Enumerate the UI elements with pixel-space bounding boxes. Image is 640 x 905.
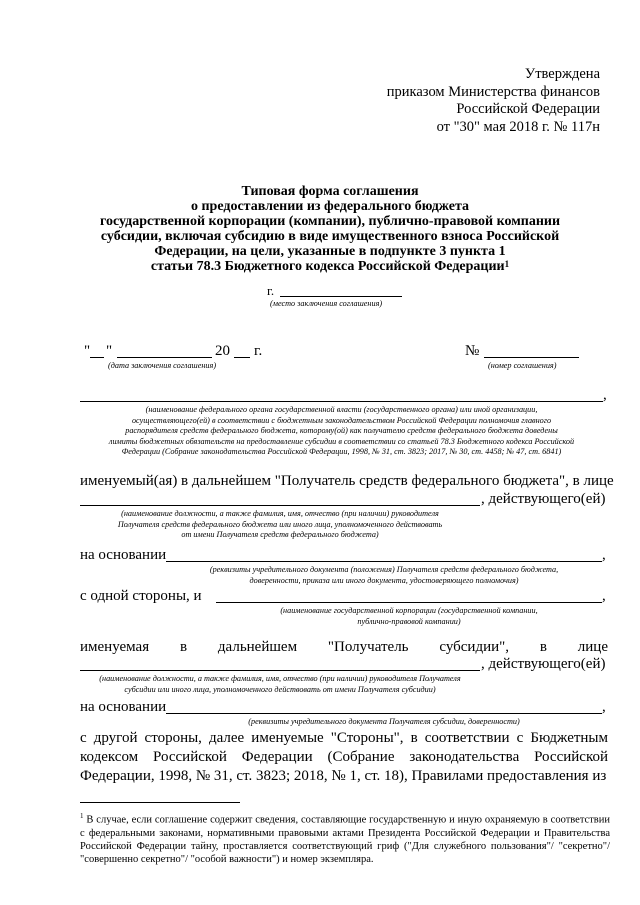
recipient1-person-field[interactable] (80, 505, 480, 506)
number-sign: № (465, 343, 480, 359)
date-year-prefix: 20 (215, 343, 230, 359)
place-caption: (место заключения соглашения) (270, 299, 383, 308)
footnote-text: В случае, если соглашение содержит сведения, составляющие государственную и иную охраняемую в соответствии с федеральными законами, нормативными правовыми актами Президента Российской Федерации и Правительства Российской Федерации тайну, проставляется соответствующий гриф ("Для служебного пользования"/ "секретно"/ "совершенно секретно"/ "особой важности") и номер экземпляра. (80, 814, 610, 865)
footnote-separator (80, 802, 240, 803)
org-caption (80, 405, 603, 458)
approval-line-4: от "30" мая 2018 г. № 117н (436, 118, 600, 135)
recipient2-text (80, 638, 608, 656)
place-field[interactable] (280, 296, 402, 297)
recipient2-word: в (539, 639, 547, 655)
recipient1-acting: , действующего(ей) (481, 491, 606, 507)
date-caption: (дата заключения соглашения) (108, 361, 217, 370)
number-field[interactable] (484, 357, 579, 358)
recipient1-caption-1: (наименование должности, а также фамилия, имя, отчество (при наличии) руководителя (121, 509, 439, 518)
date-year-field[interactable] (234, 357, 250, 358)
number-caption: (номер соглашения) (488, 361, 557, 370)
basis1-field[interactable] (166, 561, 602, 562)
basis2-comma: , (602, 699, 606, 715)
one-side-label: с одной стороны, и (80, 588, 202, 604)
basis2-caption: (реквизиты учредительного документа Получателя субсидии, доверенности) (248, 717, 520, 726)
other-side-paragraph: с другой стороны, далее именуемые "Стороны", в соответствии с Бюджетным кодексом Российской Федерации (Собрание законодательства Российской Федерации, 1998, № 31, ст. 3823; 2018, № 1, ст. 18), Правилами предоставления из (80, 730, 608, 784)
approval-line-2: приказом Министерства финансов (386, 83, 600, 100)
org-caption-3: распорядителя средств федерального бюджета, которому(ой) как получателю средств федерального бюджета доведены (125, 426, 558, 435)
title-line-6 (80, 259, 580, 274)
org-caption-2: осуществляющего(ей) в соответствии с бюджетным законодательством Российской Федерации полномочия главного (131, 415, 552, 425)
title-line-4: субсидии, включая субсидию в виде имущественного взноса Российской (100, 229, 560, 244)
one-side-caption-1: (наименование государственной корпорации (государственной компании, (280, 606, 538, 615)
approval-line-3: Российской Федерации (456, 101, 600, 117)
recipient2-word: "Получатель (327, 639, 409, 655)
recipient1-caption-3: от имени Получателя средств федерального бюджета) (181, 530, 379, 539)
approval-block (375, 66, 600, 136)
org-name-field[interactable] (80, 401, 603, 402)
org-caption-5: Федерации (Собрание законодательства Российской Федерации, 1998, № 31, ст. 3823; 2017, № 30, ст. 4458; № 47, ст. 6841) (121, 447, 562, 456)
recipient2-word: дальнейшем (217, 639, 298, 655)
recipient2-caption-2: субсидии или иного лица, уполномоченного действовать от имени Получателя субсидии) (124, 684, 436, 694)
title-line-6-text: статьи 78.3 Бюджетного кодекса Российской Федерации (150, 259, 505, 274)
basis2-label: на основании (80, 699, 167, 715)
date-year-suffix: г. (254, 343, 263, 359)
date-quote-close: " (106, 343, 113, 359)
basis1-caption-2: доверенности, приказа или иного документа, удостоверяющего полномочия) (249, 575, 519, 585)
approval-line-1: Утверждена (524, 66, 600, 82)
title-line-3: государственной корпорации (компании), публично-правовой компании (99, 214, 561, 229)
recipient2-caption-1: (наименование должности, а также фамилия, имя, отчество (при наличии) руководителя Получателя (99, 674, 461, 683)
title-line-2: о предоставлении из федерального бюджета (190, 199, 470, 214)
recipient2-person-field[interactable] (80, 670, 480, 671)
basis1-caption-1: (реквизиты учредительного документа (положения) Получателя средств федерального бюджета, (209, 565, 559, 574)
recipient1-caption (80, 509, 480, 541)
footnote-mark: 1 (80, 812, 84, 820)
recipient2-word: лице (577, 639, 608, 655)
footnote (80, 810, 610, 866)
footnote-ref: 1 (504, 259, 510, 269)
org-comma: , (603, 387, 607, 403)
place-prefix: г. (267, 283, 275, 298)
one-side-caption-2: публично-правовой компании) (357, 616, 461, 626)
title-line-1: Типовая форма соглашения (241, 184, 419, 199)
org-caption-4: лимиты бюджетных обязательств на предоставление субсидии в соответствии со статьей 78.3 Бюджетного кодекса Российской (108, 436, 575, 446)
basis1-caption (166, 565, 602, 586)
date-day-field[interactable] (90, 357, 104, 358)
recipient2-word: в (179, 639, 188, 655)
one-side-comma: , (602, 588, 606, 604)
recipient2-word: именуемая (80, 639, 150, 655)
basis1-comma: , (602, 547, 606, 563)
recipient2-caption (80, 674, 480, 695)
recipient2-acting: , действующего(ей) (481, 656, 606, 672)
basis1-label: на основании (80, 547, 167, 563)
date-month-field[interactable] (117, 357, 212, 358)
recipient1-text: именуемый(ая) в дальнейшем "Получатель средств федерального бюджета", в лице (80, 473, 614, 489)
basis2-field[interactable] (166, 713, 602, 714)
title-line-5: Федерации, на цели, указанные в подпункте 3 пункта 1 (154, 244, 506, 259)
org-caption-1: (наименование федерального органа государственной власти (государственного органа) или иной организации, (145, 405, 538, 414)
recipient2-word: субсидии", (439, 639, 510, 655)
one-side-caption (216, 606, 602, 627)
recipient1-caption-2: Получателя средств федерального бюджета или иного лица, уполномоченного действовать (117, 519, 443, 529)
corporation-name-field[interactable] (216, 602, 602, 603)
date-quote-open: " (84, 343, 91, 359)
document-title (80, 184, 580, 274)
